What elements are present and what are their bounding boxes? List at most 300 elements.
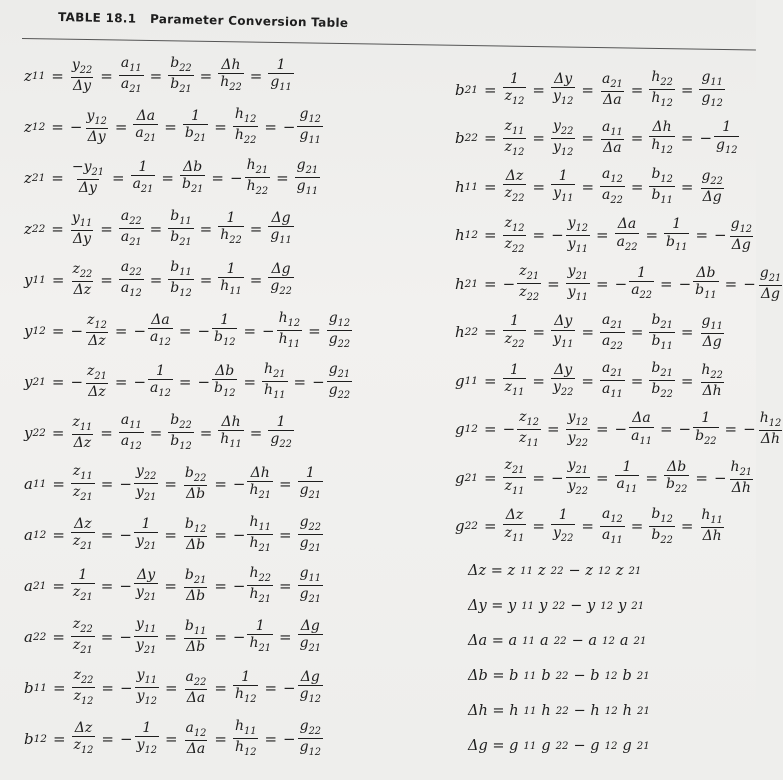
equals-sign: = (149, 66, 163, 85)
equals-sign: = (100, 525, 114, 544)
equals-sign: = (308, 321, 321, 340)
fraction-term (233, 619, 273, 655)
numerator: $b_{11}$ (184, 617, 207, 637)
fraction (664, 217, 689, 253)
minus-sign: − (119, 474, 132, 493)
equals-sign: = (51, 321, 65, 340)
numerator: $y_{21}$ (567, 263, 589, 282)
fraction (600, 313, 625, 352)
numerator: Δz (74, 719, 93, 736)
fraction (70, 211, 94, 247)
equals-sign: = (532, 80, 545, 99)
fraction (70, 262, 94, 298)
numerator: $h_{22}$ (249, 565, 271, 584)
fraction (615, 217, 640, 253)
conversion-equation-y22 (24, 413, 294, 452)
numerator: $b_{11}$ (170, 259, 192, 278)
fraction (615, 460, 640, 496)
equals-sign: = (51, 117, 64, 136)
numerator: Δb (183, 158, 203, 175)
conversion-equation-g12 (455, 410, 783, 449)
fraction (503, 216, 527, 255)
numerator: $g_{22}$ (299, 718, 322, 737)
numerator: $b_{22}$ (184, 464, 207, 484)
denominator: $g_{11}$ (270, 74, 292, 94)
equation-lhs: h 21 (455, 274, 479, 293)
equals-sign: = (293, 372, 307, 391)
conversion-equation-a12 (24, 515, 323, 554)
minus-sign: − (119, 525, 132, 544)
fraction-term (551, 169, 575, 205)
fraction-term (70, 415, 94, 451)
numerator: $g_{21}$ (296, 157, 319, 176)
fraction (699, 508, 725, 544)
denominator: Δz (88, 332, 106, 349)
minus-sign: − (678, 420, 692, 439)
fraction (134, 464, 158, 503)
fraction (268, 262, 293, 298)
denominator: $h_{11}$ (278, 331, 301, 350)
fraction-term (283, 107, 323, 146)
fraction-term (327, 311, 352, 350)
numerator: $b_{12}$ (651, 166, 673, 185)
denominator: $g_{22}$ (270, 431, 292, 451)
fraction (135, 721, 159, 757)
fraction (184, 670, 209, 706)
fraction-term (503, 508, 527, 544)
determinant-definition: Δa = a 11 a 22 − a 12 a 21 (468, 633, 647, 649)
fraction (629, 411, 654, 447)
fraction (699, 363, 725, 399)
fraction (71, 568, 95, 604)
fraction-term (283, 719, 323, 758)
numerator: Δg (300, 668, 320, 685)
equals-sign: = (630, 371, 644, 390)
numerator: $h_{21}$ (264, 361, 286, 380)
minus-sign: − (678, 274, 692, 293)
equals-sign: = (532, 129, 545, 148)
fraction (649, 70, 675, 109)
equals-sign: = (630, 323, 644, 342)
fraction-term (600, 313, 625, 352)
numerator: $h_{12}$ (759, 410, 782, 429)
denominator: $a_{21}$ (120, 76, 142, 95)
minus-sign: − (119, 627, 132, 646)
equals-sign: = (164, 525, 177, 544)
equals-sign: = (532, 226, 546, 245)
numerator: $y_{21}$ (567, 457, 588, 476)
denominator: Δy (73, 77, 92, 94)
numerator: 1 (226, 209, 236, 226)
numerator: $a_{12}$ (601, 505, 623, 525)
fraction-term (649, 361, 674, 400)
fraction-term (649, 70, 675, 109)
fraction (131, 160, 156, 196)
denominator: $z_{22}$ (504, 185, 525, 205)
equals-sign: = (278, 627, 292, 646)
fraction-term (70, 211, 94, 247)
denominator: $z_{12}$ (504, 88, 525, 108)
fraction (758, 411, 783, 447)
fraction-term (119, 413, 144, 452)
fraction-term (551, 119, 575, 158)
denominator: $g_{22}$ (270, 278, 292, 298)
numerator: $a_{22}$ (120, 259, 142, 278)
numerator: $a_{21}$ (602, 311, 623, 331)
table-number: TABLE 18.1 (57, 10, 137, 26)
denominator: Δb (186, 485, 206, 502)
denominator: Δh (702, 382, 722, 399)
fraction-term (230, 158, 270, 197)
fraction-term (699, 169, 724, 205)
equals-sign: = (278, 525, 292, 544)
denominator: $g_{11}$ (270, 227, 292, 247)
fraction-term (298, 515, 323, 554)
fraction (327, 311, 352, 350)
fraction (72, 721, 96, 757)
numerator: Δy (554, 361, 573, 378)
fraction (298, 670, 323, 706)
numerator: $z_{21}$ (504, 457, 525, 476)
denominator: $z_{21}$ (72, 484, 93, 503)
equals-sign: = (547, 420, 560, 439)
fraction-term (268, 262, 293, 298)
numerator: $b_{22}$ (170, 55, 192, 74)
numerator: $a_{22}$ (185, 668, 207, 688)
denominator: $y_{21}$ (135, 637, 157, 656)
denominator: Δa (186, 689, 206, 706)
fraction (503, 508, 527, 544)
equals-sign: = (659, 420, 673, 439)
denominator: $y_{11}$ (567, 284, 589, 303)
minus-sign: − (197, 372, 211, 391)
fraction-term (168, 56, 193, 95)
fraction-term (197, 313, 237, 349)
equals-sign: = (249, 219, 263, 238)
fraction-term (119, 568, 158, 604)
fraction-term (566, 264, 590, 303)
fraction (566, 264, 590, 303)
equals-sign: = (164, 474, 177, 493)
equals-sign: = (100, 66, 113, 85)
equals-sign: = (199, 270, 213, 289)
equation-lhs: y 12 (24, 321, 46, 340)
fraction (84, 109, 108, 145)
fraction-term (183, 466, 208, 502)
equals-sign: = (547, 274, 560, 293)
equals-sign: = (680, 371, 694, 390)
numerator: 1 (220, 311, 230, 328)
determinant-definition: Δg = g 11 g 22 − g 12 g 21 (468, 738, 650, 754)
equation-lhs: b 22 (455, 129, 478, 148)
conversion-equation-a11 (24, 464, 323, 503)
numerator: $b_{12}$ (651, 505, 673, 525)
equals-sign: = (595, 420, 609, 439)
denominator: $z_{12}$ (73, 737, 94, 757)
numerator: $z_{11}$ (72, 463, 93, 482)
denominator: Δa (603, 91, 622, 108)
numerator: $z_{12}$ (504, 214, 525, 234)
fraction-term (183, 109, 208, 145)
fraction-term (71, 568, 95, 604)
numerator: 1 (191, 107, 200, 124)
fraction (649, 507, 674, 546)
equals-sign: = (149, 219, 163, 238)
numerator: 1 (722, 119, 732, 136)
numerator: 1 (637, 264, 647, 281)
minus-sign: − (282, 117, 296, 136)
numerator: $z_{12}$ (519, 408, 539, 428)
denominator: $g_{12}$ (299, 739, 322, 758)
fraction (218, 211, 244, 247)
fraction-term (70, 160, 106, 196)
numerator: Δa (617, 216, 637, 233)
numerator: $a_{21}$ (601, 360, 623, 379)
minus-sign: − (502, 420, 516, 439)
fraction (168, 260, 193, 299)
fraction (503, 72, 527, 108)
denominator: $a_{22}$ (602, 187, 623, 206)
equation-lhs: y 22 (24, 423, 46, 442)
numerator: $a_{12}$ (602, 166, 623, 185)
equation-lhs: g 22 (455, 517, 478, 536)
fraction-term (71, 517, 95, 553)
denominator: Δh (731, 479, 751, 496)
numerator: $g_{12}$ (328, 310, 351, 329)
denominator: Δg (702, 188, 722, 205)
fraction (551, 169, 575, 205)
denominator: $y_{21}$ (135, 533, 157, 553)
equals-sign: = (276, 168, 289, 187)
numerator: $b_{22}$ (170, 412, 192, 431)
fraction (71, 464, 95, 503)
numerator: 1 (276, 56, 286, 73)
denominator: $a_{11}$ (631, 427, 652, 447)
equals-sign: = (532, 323, 546, 342)
fraction-term (233, 515, 273, 554)
fraction (218, 415, 244, 451)
numerator: $g_{11}$ (701, 313, 723, 332)
equals-sign: = (114, 321, 128, 340)
fraction (729, 217, 754, 253)
equals-sign: = (645, 468, 658, 487)
equals-sign: = (52, 678, 66, 697)
fraction-term (71, 617, 95, 656)
denominator: Δg (760, 285, 781, 302)
numerator: $b_{21}$ (651, 311, 673, 331)
fraction (268, 415, 293, 451)
fraction-term (133, 364, 172, 400)
fraction-term (268, 211, 293, 247)
denominator: Δh (760, 431, 781, 448)
fraction (600, 120, 625, 156)
fraction (551, 314, 575, 350)
minus-sign: − (120, 678, 133, 697)
equation-lhs: a 11 (24, 474, 47, 493)
fraction (180, 160, 205, 196)
fraction (184, 721, 209, 757)
numerator: $g_{22}$ (299, 514, 321, 533)
equals-sign: = (532, 517, 545, 536)
denominator: $h_{12}$ (234, 686, 257, 706)
fraction (566, 458, 590, 497)
fraction-term (71, 464, 95, 503)
denominator: Δh (702, 528, 722, 545)
denominator: Δb (186, 587, 206, 604)
equals-sign: = (630, 129, 644, 148)
denominator: $g_{12}$ (716, 136, 738, 156)
numerator: $h_{11}$ (249, 514, 271, 533)
minus-sign: − (120, 729, 133, 748)
denominator: $g_{11}$ (296, 178, 319, 197)
fraction-term (72, 721, 96, 757)
numerator: $a_{11}$ (601, 119, 623, 138)
numerator: $z_{22}$ (72, 616, 93, 635)
conversion-equation-g21 (455, 458, 754, 497)
fraction-term (268, 58, 293, 94)
denominator: $g_{22}$ (328, 382, 351, 401)
equals-sign: = (164, 678, 178, 697)
numerator: $y_{11}$ (135, 616, 157, 635)
denominator: $h_{12}$ (651, 136, 673, 156)
equals-sign: = (164, 729, 178, 748)
fraction-term (120, 668, 159, 707)
numerator: 1 (672, 216, 682, 233)
numerator: Δy (554, 70, 573, 87)
equals-sign: = (178, 321, 192, 340)
minus-sign: − (119, 576, 132, 595)
denominator: $z_{11}$ (519, 429, 539, 449)
fraction-term (70, 313, 108, 349)
fraction-term (699, 314, 724, 350)
denominator: Δg (702, 334, 722, 351)
fraction-term (503, 169, 527, 205)
denominator: $h_{22}$ (234, 127, 257, 146)
fraction (70, 58, 94, 94)
numerator: 1 (241, 668, 251, 685)
denominator: $g_{21}$ (299, 482, 321, 502)
numerator: $h_{22}$ (651, 69, 673, 88)
equals-sign: = (680, 323, 694, 342)
equation-lhs: g 12 (455, 420, 478, 439)
equals-sign: = (100, 423, 113, 442)
numerator: Δb (215, 362, 235, 379)
denominator: $b_{11}$ (651, 332, 673, 352)
fraction (298, 515, 323, 554)
equals-sign: = (483, 420, 497, 439)
fraction (71, 517, 95, 553)
fraction-term (119, 209, 144, 248)
numerator: 1 (558, 507, 568, 524)
conversion-equation-z12 (24, 107, 323, 146)
conversion-equation-a21 (24, 566, 323, 605)
numerator: $g_{21}$ (759, 264, 782, 284)
denominator: Δb (186, 638, 206, 655)
determinant-definition: Δy = y 11 y 22 − y 12 y 21 (468, 598, 645, 614)
numerator: $z_{21}$ (519, 263, 540, 282)
fraction (699, 169, 724, 205)
fraction-term (70, 364, 108, 400)
equals-sign: = (243, 321, 257, 340)
minus-sign: − (743, 274, 756, 293)
equals-sign: = (52, 474, 65, 493)
denominator: $a_{21}$ (132, 176, 154, 196)
denominator: $g_{21}$ (299, 635, 321, 655)
fraction (699, 70, 724, 109)
equals-sign: = (630, 80, 644, 99)
conversion-equation-h22 (455, 313, 725, 352)
numerator: 1 (701, 410, 711, 427)
fraction-term (180, 160, 205, 196)
fraction (517, 410, 541, 449)
numerator: $b_{21}$ (184, 566, 207, 586)
denominator: $b_{11}$ (651, 187, 673, 206)
denominator: Δz (73, 281, 92, 298)
minus-sign: − (714, 226, 727, 245)
equals-sign: = (100, 474, 114, 493)
fraction-term (70, 109, 109, 145)
denominator: $y_{21}$ (135, 584, 157, 604)
fraction (298, 719, 323, 758)
fraction-term (551, 363, 575, 399)
equals-sign: = (680, 129, 694, 148)
denominator: $b_{11}$ (695, 282, 717, 302)
equation-lhs: g 21 (455, 468, 478, 487)
minus-sign: − (133, 321, 147, 340)
minus-sign: − (232, 525, 246, 544)
minus-sign: − (70, 321, 84, 340)
denominator: $b_{21}$ (181, 176, 204, 196)
numerator: $h_{21}$ (246, 157, 269, 176)
equals-sign: = (199, 423, 213, 442)
numerator: $y_{22}$ (71, 56, 93, 76)
fraction (714, 120, 739, 156)
numerator: $y_{11}$ (71, 209, 93, 229)
fraction-term (119, 260, 144, 299)
denominator: $a_{22}$ (602, 332, 623, 352)
equals-sign: = (483, 517, 497, 536)
minus-sign: − (232, 576, 246, 595)
denominator: $y_{12}$ (553, 88, 574, 108)
equation-lhs: b 21 (455, 80, 478, 99)
denominator: $b_{11}$ (666, 233, 688, 253)
fraction (247, 515, 273, 554)
equals-sign: = (111, 168, 125, 187)
minus-sign: − (232, 474, 246, 493)
fraction (148, 313, 173, 349)
numerator: $h_{12}$ (234, 106, 257, 125)
denominator: $h_{21}$ (249, 586, 271, 605)
equals-sign: = (695, 468, 708, 487)
denominator: $a_{22}$ (631, 282, 653, 302)
numerator: 1 (510, 361, 519, 378)
equals-sign: = (161, 168, 174, 187)
fraction (758, 266, 783, 302)
fraction (134, 617, 158, 656)
fraction-term (649, 313, 674, 352)
equals-sign: = (100, 219, 113, 238)
fraction (119, 413, 144, 452)
fraction-term (743, 411, 783, 447)
conversion-equation-z21 (24, 158, 320, 197)
fraction-term (615, 411, 654, 447)
equals-sign: = (101, 678, 114, 697)
fraction (664, 460, 689, 496)
determinant-definition: Δz = z 11 z 22 − z 12 z 21 (468, 563, 642, 579)
fraction-term (233, 566, 273, 605)
equals-sign: = (724, 420, 738, 439)
numerator: $y_{22}$ (553, 117, 574, 137)
